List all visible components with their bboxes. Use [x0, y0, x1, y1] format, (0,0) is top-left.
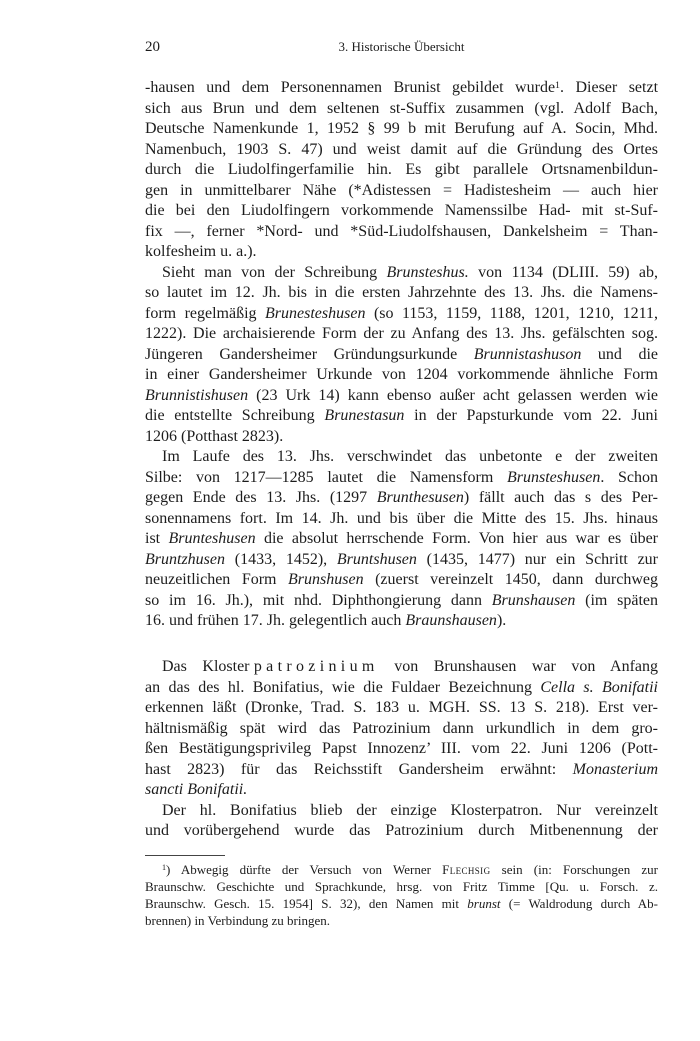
footnote	[145, 861, 658, 929]
text-run: die absolut herrschende Form. Von hier aus war es über	[255, 530, 659, 547]
text-run: 16. und frühen 17. Jh. gelegentlich auch	[145, 612, 406, 629]
italic-run: Brunnistishusen	[145, 386, 249, 404]
text-run: . Dieser setzt	[560, 79, 659, 96]
italic-run: Cella s. Bonifatii	[540, 678, 658, 696]
text-run: so lautet im 12. Jh. bis in die ersten Jahrzehnte des 13. Jhs. die Namens-	[145, 284, 658, 301]
text-section	[145, 657, 658, 842]
text-line	[145, 406, 658, 427]
text-line	[145, 895, 658, 912]
paragraph	[145, 657, 658, 801]
text-line	[145, 509, 658, 530]
text-line	[145, 678, 658, 699]
text-line	[145, 386, 658, 407]
text-line	[145, 99, 658, 120]
text-run: . Schon	[600, 468, 659, 486]
text-line	[145, 140, 658, 161]
italic-run: Brunteshusen	[168, 530, 256, 547]
footnote-rule	[145, 855, 225, 856]
text-run: Braunschw. Geschichte und Sprachkunde, hrsg. von Fritz Timme [Qu. u. Forsch. z.	[145, 879, 658, 894]
text-line	[145, 698, 658, 719]
text-line	[145, 263, 658, 284]
text-line	[145, 222, 658, 243]
paragraph	[145, 78, 658, 263]
paragraph	[145, 447, 658, 632]
text-run: erkennen läßt (Dronke, Trad. S. 183 u. MGH. SS. 13 S. 218). Erst ver-	[145, 699, 658, 716]
text-line	[145, 345, 658, 366]
paragraph	[145, 801, 658, 842]
text-line	[145, 160, 658, 181]
text-run: Der hl. Bonifatius blieb der einzige Klosterpatron. Nur vereinzelt	[162, 801, 658, 819]
text-run: gen in unmittelbarer Nähe (*Adistessen = Hadistesheim — auch hier	[145, 181, 658, 199]
text-line	[145, 550, 658, 571]
page-number: 20	[145, 39, 160, 55]
text-run: fix —, ferner *Nord- und *Süd-Liudolfshausen, Dankelsheim = Than-	[145, 222, 658, 240]
text-line	[145, 912, 658, 929]
text-run: ) fällt auch das s des Per-	[463, 489, 659, 506]
italic-run: Brunesteshusen	[265, 304, 366, 322]
text-line	[145, 201, 658, 222]
text-line	[145, 324, 658, 345]
superscript-run: 1	[162, 863, 167, 873]
text-run: 1222). Die archaisierende Form der zu Anfang des 13. Jhs. gefälschten sog.	[145, 325, 658, 342]
italic-run: Brunshausen	[491, 591, 576, 609]
text-run: die entstellte Schreibung	[145, 407, 325, 424]
text-run: (1433, 1452),	[225, 550, 337, 568]
italic-run: Bruntzhusen	[145, 550, 225, 568]
text-line	[145, 719, 658, 740]
text-run: ßen Bestätigungsprivileg Papst Innozenz’ III. vom 22. Juni 1206 (Pott-	[145, 740, 658, 757]
text-line	[145, 283, 658, 304]
text-run: (im späten	[575, 591, 659, 609]
text-run: ).	[496, 612, 507, 629]
text-line	[145, 304, 658, 325]
text-run: in der Papsturkunde vom 22. Juni	[404, 407, 658, 424]
paragraph	[145, 263, 658, 448]
italic-run: Brunestasun	[324, 407, 405, 424]
text-run: von 1134 (DLIII. 59) ab,	[468, 263, 658, 281]
text-line	[145, 427, 658, 448]
italic-run: Monasterium	[572, 760, 658, 778]
text-run: Jüngeren Gandersheimer Gründungsurkunde	[145, 345, 474, 363]
text-line	[145, 365, 658, 386]
text-run: Silbe: von 1217—1285 lautet die Namensform	[145, 468, 507, 486]
text-line	[145, 468, 658, 489]
text-run: ist	[145, 530, 169, 547]
small-caps-run: Flechsig	[442, 862, 491, 877]
text-line	[145, 570, 658, 591]
text-run: neuzeitlichen Form	[145, 571, 289, 588]
text-run: Namenbuch, 1903 S. 47) und weist damit auf die Gründung des Ortes	[145, 140, 658, 158]
text-run: sich aus Brun und dem seltenen st-Suffix zusammen (vgl. Adolf Bach,	[145, 99, 658, 117]
text-line	[145, 861, 658, 878]
text-run: brennen) in Verbindung zu bringen.	[145, 913, 330, 928]
text-run: -hausen und dem Personennamen Brunist gebildet wurde	[145, 79, 556, 96]
text-run: Braunschw. Gesch. 15. 1954] S. 32), den Namen mit	[145, 896, 468, 911]
italic-run: Brunnistashuson	[473, 345, 582, 363]
text-run: Im Laufe des 13. Jhs. verschwindet das unbetonte e der zweiten	[162, 448, 658, 465]
text-run: (so 1153, 1159, 1188, 1201, 1210, 1211,	[365, 304, 658, 322]
text-run: sonennamens fort. Im 14. Jh. und bis über die Mitte des 15. Jhs. hinaus	[145, 509, 658, 527]
text-line	[145, 119, 658, 140]
text-line	[145, 529, 658, 550]
text-run: (23 Urk 14) kann ebenso außer acht gelassen werden wie	[248, 386, 658, 404]
italic-run: sancti Bonifatii.	[145, 781, 248, 798]
text-run: Deutsche Namenkunde 1, 1952 § 99 b mit Berufung auf A. Socin, Mhd.	[145, 120, 658, 137]
text-run: (zuerst vereinzelt 1450, dann durchweg	[363, 571, 658, 588]
text-line	[145, 488, 658, 509]
text-line	[145, 780, 658, 801]
text-run: die bei den Liudolfingern vorkommende Namenssilbe Had- mit st-Suf-	[145, 202, 658, 219]
text-section	[145, 78, 658, 632]
running-title: 3. Historische Übersicht	[338, 39, 465, 54]
italic-run: brunst	[467, 896, 501, 911]
text-run: 1206 (Potthast 2823).	[145, 427, 284, 445]
text-line	[145, 821, 658, 842]
text-run: Das Kloster	[162, 658, 250, 675]
text-line	[145, 78, 658, 99]
text-line	[145, 242, 658, 263]
text-line	[145, 801, 658, 822]
text-line	[145, 760, 658, 781]
superscript-run: 1	[555, 79, 560, 91]
text-run: von Brunshausen war von Anfang	[378, 658, 659, 675]
text-run: kolfesheim u. a.).	[145, 243, 257, 260]
text-run: (1435, 1477) nur ein Schritt zur	[416, 550, 659, 568]
text-run: (= Waldrodung durch Ab-	[500, 896, 659, 911]
footnotes	[145, 861, 658, 929]
text-run: Sieht man von der Schreibung	[162, 263, 387, 281]
italic-run: Brunsteshusen	[507, 468, 601, 486]
letterspaced-run: patrozinium	[253, 658, 379, 675]
italic-run: Brunthesusen	[376, 489, 464, 506]
text-line	[145, 878, 658, 895]
text-run: und die	[581, 345, 659, 363]
italic-run: Bruntshusen	[336, 550, 417, 568]
text-run: an das des hl. Bonifatius, wie die Fuldaer Bezeichnung	[145, 678, 541, 696]
text-line	[145, 591, 658, 612]
text-run: durch die Liudolfingerfamilie hin. Es gibt parallele Ortsnamenbildun-	[145, 161, 658, 178]
text-line	[145, 447, 658, 468]
text-run: form regelmäßig	[145, 304, 266, 322]
text-run: ) Abwegig dürfte der Versuch von Werner	[166, 862, 443, 877]
italic-run: Brunshusen	[288, 571, 364, 588]
italic-run: Brunsteshus.	[386, 263, 469, 281]
text-line	[145, 611, 658, 632]
text-run: sein (in: Forschungen zur	[490, 862, 658, 877]
text-run: gegen Ende des 13. Jhs. (1297	[145, 489, 377, 506]
main-text	[145, 78, 658, 842]
italic-run: Braunshausen	[405, 612, 497, 629]
text-run: hast 2823) für das Reichsstift Gandersheim erwähnt:	[145, 760, 573, 778]
text-run: hältnismäßig spät wird das Patrozinium dann urkundlich in dem gro-	[145, 719, 658, 737]
text-line	[145, 181, 658, 202]
text-line	[145, 657, 658, 678]
text-line	[145, 739, 658, 760]
text-run: und vorübergehend wurde das Patrozinium durch Mitbenennung der	[145, 822, 658, 839]
text-run: so im 16. Jh.), mit nhd. Diphthongierung dann	[145, 591, 492, 609]
text-run: in einer Gandersheimer Urkunde von 1204 vorkommende ähnliche Form	[145, 366, 658, 383]
running-header	[145, 38, 658, 56]
